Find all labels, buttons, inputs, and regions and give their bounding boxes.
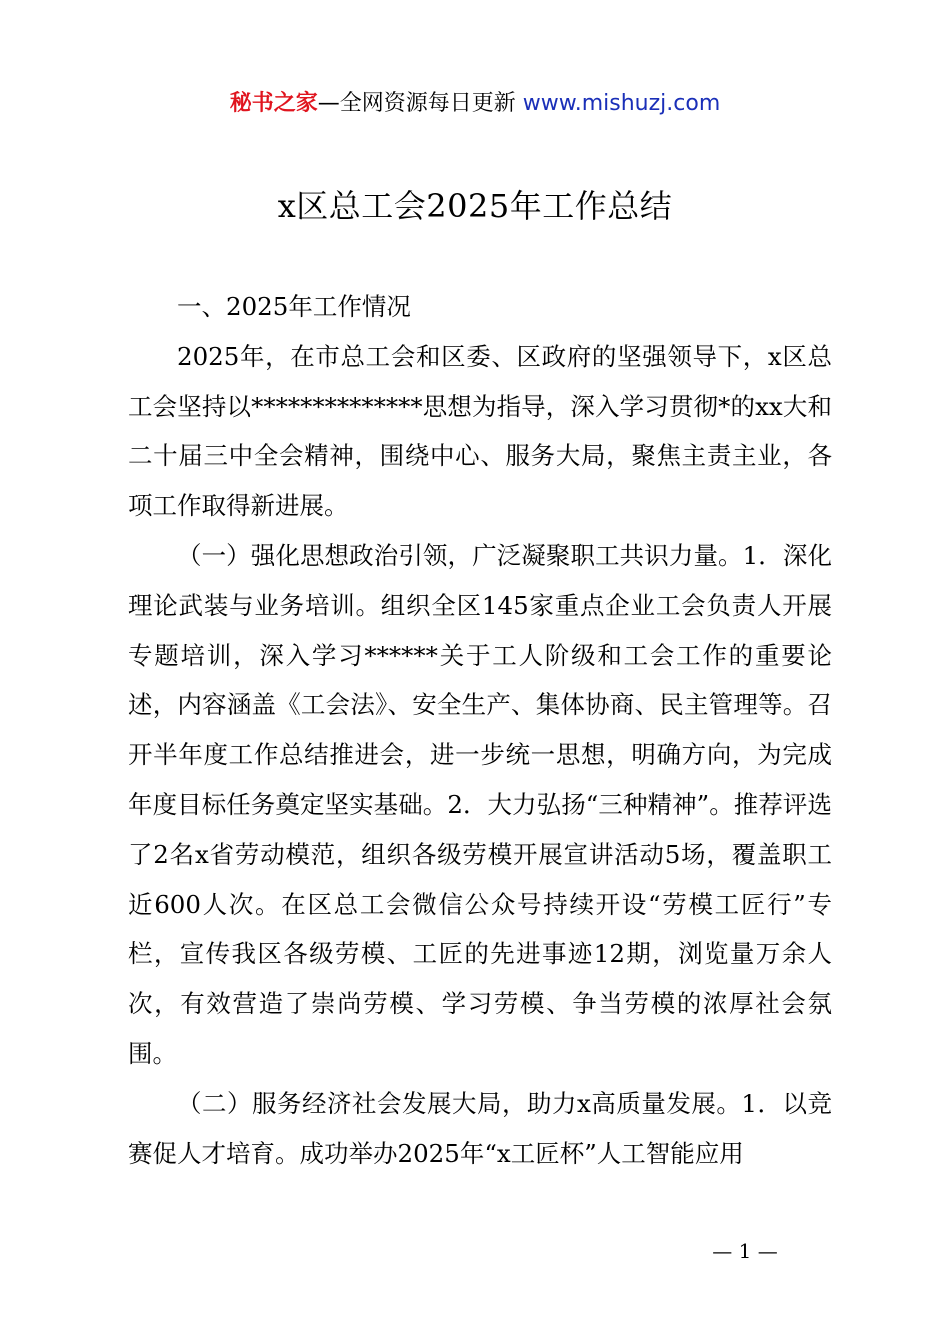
- site-tagline: —全网资源每日更新: [317, 91, 523, 116]
- site-header: [0, 86, 950, 122]
- paragraph: 2025年，在市总工会和区委、区政府的坚强领导下，x区总工会坚持以**************思想为指导，深入学习贯彻*的xx大和二十届三中全会精神，围绕中心、服务大局，聚焦主责主业，各项工作取得新进展。: [128, 341, 832, 521]
- page-number: — 1 —: [712, 1239, 778, 1263]
- paragraph: （一）强化思想政治引领，广泛凝聚职工共识力量。1．深化理论武装与业务培训。组织全区145家重点企业工会负责人开展专题培训，深入学习******关于工人阶级和工会工作的重要论述，内容涵盖《工会法》、安全生产、集体协商、民主管理等。召开半年度工作总结推进会，进一步统一思想，明确方向，为完成年度目标任务奠定坚实基础。2．大力弘扬“三种精神”。推荐评选了2名x省劳动模范，组织各级劳模开展宣讲活动5场，覆盖职工近600人次。在区总工会微信公众号持续开设“劳模工匠行”专栏，宣传我区各级劳模、工匠的先进事迹12期，浏览量万余人次，有效营造了崇尚劳模、学习劳模、争当劳模的浓厚社会氛围。: [128, 540, 832, 1068]
- paragraph: （二）服务经济社会发展大局，助力x高质量发展。1．以竞赛促人才培育。成功举办2025年“x工匠杯”人工智能应用: [128, 1088, 832, 1168]
- site-url-link[interactable]: www.mishuzj.com: [522, 91, 721, 116]
- document-body: [128, 282, 832, 1178]
- document-title: x区总工会2025年工作总结: [277, 187, 673, 225]
- site-brand: 秘书之家: [229, 91, 318, 116]
- section-heading: 一、2025年工作情况: [177, 292, 411, 321]
